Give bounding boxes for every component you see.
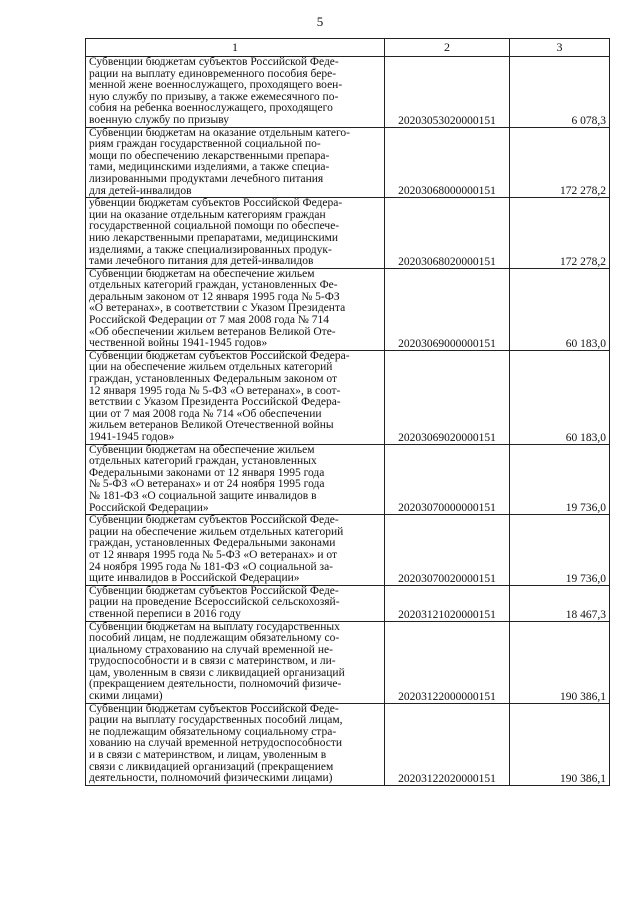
description-line: рации на обеспечение жильем отдельных категорий	[89, 525, 344, 538]
description-line: риям граждан государственной социальной по-	[89, 138, 321, 151]
description-line: щите инвалидов в Российской Федерации»	[89, 572, 300, 585]
description-line: менной жене военнослужащего, проходящего воен-	[89, 79, 343, 92]
table-row	[86, 198, 610, 269]
table-body	[86, 57, 610, 786]
description-line: военную службу по призыву	[89, 113, 230, 126]
description-line: граждан, установленных Федеральными законами	[89, 537, 336, 550]
description-line: ции от 7 мая 2008 года № 714 «Об обеспечении	[89, 407, 322, 420]
description-line: (прекращением деятельности, полномочий физиче-	[89, 678, 342, 691]
description-line: деятельности, полномочий физическими лицами)	[89, 772, 333, 785]
description-line: Субвенции бюджетам на оказание отдельным катего-	[89, 126, 350, 139]
description-line: чественной войны 1941-1945 годов»	[89, 337, 268, 350]
description-line: убвенции бюджетам субъектов Российской Федера-	[89, 197, 343, 210]
row-description	[86, 350, 385, 444]
amount: 190 386,1	[510, 621, 610, 703]
description-line: циальному страхованию на случай временной не-	[89, 643, 333, 656]
row-description	[86, 515, 385, 586]
header-row	[86, 39, 610, 57]
amount: 172 278,2	[510, 127, 610, 198]
description-line: Федеральными законами от 12 января 1995 года	[89, 466, 325, 479]
description-line: рации на выплату единовременного пособия бере-	[89, 67, 337, 80]
budget-code: 20203121020000151	[385, 585, 510, 621]
description-line: «Об обеспечении жильем ветеранов Великой Оте-	[89, 325, 336, 338]
budget-code: 20203122000000151	[385, 621, 510, 703]
budget-code: 20203069020000151	[385, 350, 510, 444]
budget-code: 20203068000000151	[385, 127, 510, 198]
description-line: ветствии с Указом Президента Российской Федера-	[89, 396, 341, 409]
description-line: жильем ветеранов Великой Отечественной войны	[89, 419, 334, 432]
amount: 6 078,3	[510, 57, 610, 128]
row-description	[86, 703, 385, 785]
table-row	[86, 57, 610, 128]
amount: 18 467,3	[510, 585, 610, 621]
description-line: 1941-1945 годов»	[89, 431, 175, 443]
budget-table	[85, 38, 610, 786]
description-line: цам, уволенным в связи с ликвидацией организаций	[89, 666, 345, 679]
description-line: для детей-инвалидов	[89, 184, 192, 197]
table-row	[86, 585, 610, 621]
description-line: государственной социальной помощи по обеспече-	[89, 220, 340, 233]
description-line: хованию на случай временной нетрудоспособности	[89, 737, 343, 750]
description-line: ную службу по призыву, а также ежемесячного по-	[89, 90, 339, 103]
description-line: собия на ребенка военнослужащего, проходящего	[89, 102, 333, 115]
description-line: рации на проведение Всероссийской сельскохозяй-	[89, 596, 340, 609]
description-line: от 12 января 1995 года № 5-ФЗ «О ветеранах» и от	[89, 548, 337, 561]
description-line: Субвенции бюджетам на обеспечение жильем	[89, 267, 315, 280]
description-line: 24 ноября 1995 года № 181-ФЗ «О социальной за-	[89, 560, 334, 573]
description-line: граждан, установленных Федеральным законом от	[89, 373, 338, 386]
description-line: скими лицами)	[89, 690, 163, 703]
table-row	[86, 515, 610, 586]
row-description	[86, 444, 385, 515]
table-row	[86, 703, 610, 785]
description-line: связи с ликвидацией организаций (прекращением	[89, 760, 334, 773]
budget-code: 20203070020000151	[385, 515, 510, 586]
description-line: Субвенции бюджетам на обеспечение жильем	[89, 443, 315, 456]
description-line: тами, медицинскими изделиями, а также специа-	[89, 161, 330, 174]
description-line: ственной переписи в 2016 году	[89, 607, 241, 620]
page-number: 5	[316, 14, 324, 29]
table-row	[86, 350, 610, 444]
description-line: нию лекарственными препаратами, медицинскими	[89, 231, 339, 244]
table-row	[86, 621, 610, 703]
description-line: 12 января 1995 года № 5-ФЗ «О ветеранах», в соот-	[89, 384, 341, 397]
amount: 19 736,0	[510, 515, 610, 586]
description-line: Субвенции бюджетам субъектов Российской Феде-	[89, 584, 339, 597]
description-line: ции на обеспечение жильем отдельных категорий	[89, 361, 333, 374]
row-description	[86, 268, 385, 350]
budget-code: 20203053020000151	[385, 57, 510, 128]
amount: 172 278,2	[510, 198, 610, 269]
description-line: рации на выплату государственных пособий лицам,	[89, 714, 343, 727]
description-line: лизированными продуктами лечебного питания	[89, 172, 324, 185]
description-line: Российской Федерации»	[89, 501, 209, 514]
description-line: Субвенции бюджетам субъектов Российской Феде-	[89, 702, 339, 715]
description-line: тами лечебного питания для детей-инвалидов	[89, 255, 314, 268]
description-line: отдельных категорий граждан, установленных	[89, 455, 317, 468]
description-line: и в связи с материнством, и лицам, уволенным в	[89, 749, 327, 762]
column-header-1: 1	[86, 39, 385, 57]
description-line: пособий лицам, не подлежащим обязательному со-	[89, 632, 340, 645]
description-line: отдельных категорий граждан, установленных Фе-	[89, 279, 338, 292]
description-line: мощи по обеспечению лекарственными препара-	[89, 149, 330, 162]
description-line: ции на оказание отдельным категориям граждан	[89, 208, 326, 221]
amount: 60 183,0	[510, 350, 610, 444]
description-line: № 5-ФЗ «О ветеранах» и от 24 ноября 1995 года	[89, 478, 325, 491]
table-row	[86, 444, 610, 515]
budget-code: 20203070000000151	[385, 444, 510, 515]
description-line: деральным законом от 12 января 1995 года № 5-ФЗ	[89, 290, 340, 303]
row-description	[86, 585, 385, 621]
column-header-3: 3	[510, 39, 610, 57]
description-line: Субвенции бюджетам субъектов Российской Феде-	[89, 514, 339, 527]
amount: 60 183,0	[510, 268, 610, 350]
amount: 190 386,1	[510, 703, 610, 785]
row-description	[86, 127, 385, 198]
row-description	[86, 198, 385, 269]
row-description	[86, 621, 385, 703]
table-row	[86, 268, 610, 350]
description-line: Субвенции бюджетам субъектов Российской Феде-	[89, 56, 339, 68]
column-header-2: 2	[385, 39, 510, 57]
description-line: Субвенции бюджетам на выплату государственных	[89, 620, 340, 633]
description-line: Российской Федерации от 7 мая 2008 года № 714	[89, 314, 329, 327]
description-line: не подлежащим обязательному социальному стра-	[89, 725, 337, 738]
description-line: Субвенции бюджетам субъектов Российской Федера-	[89, 349, 350, 362]
budget-code: 20203122020000151	[385, 703, 510, 785]
budget-code: 20203068020000151	[385, 198, 510, 269]
table-row	[86, 127, 610, 198]
budget-code: 20203069000000151	[385, 268, 510, 350]
description-line: «О ветеранах», в соответствии с Указом Президента	[89, 302, 346, 315]
description-line: трудоспособности и в связи с материнством, и ли-	[89, 655, 336, 668]
row-description	[86, 57, 385, 128]
description-line: № 181-ФЗ «О социальной защите инвалидов в	[89, 489, 317, 502]
amount: 19 736,0	[510, 444, 610, 515]
description-line: изделиями, а также специализированных продук-	[89, 243, 332, 256]
